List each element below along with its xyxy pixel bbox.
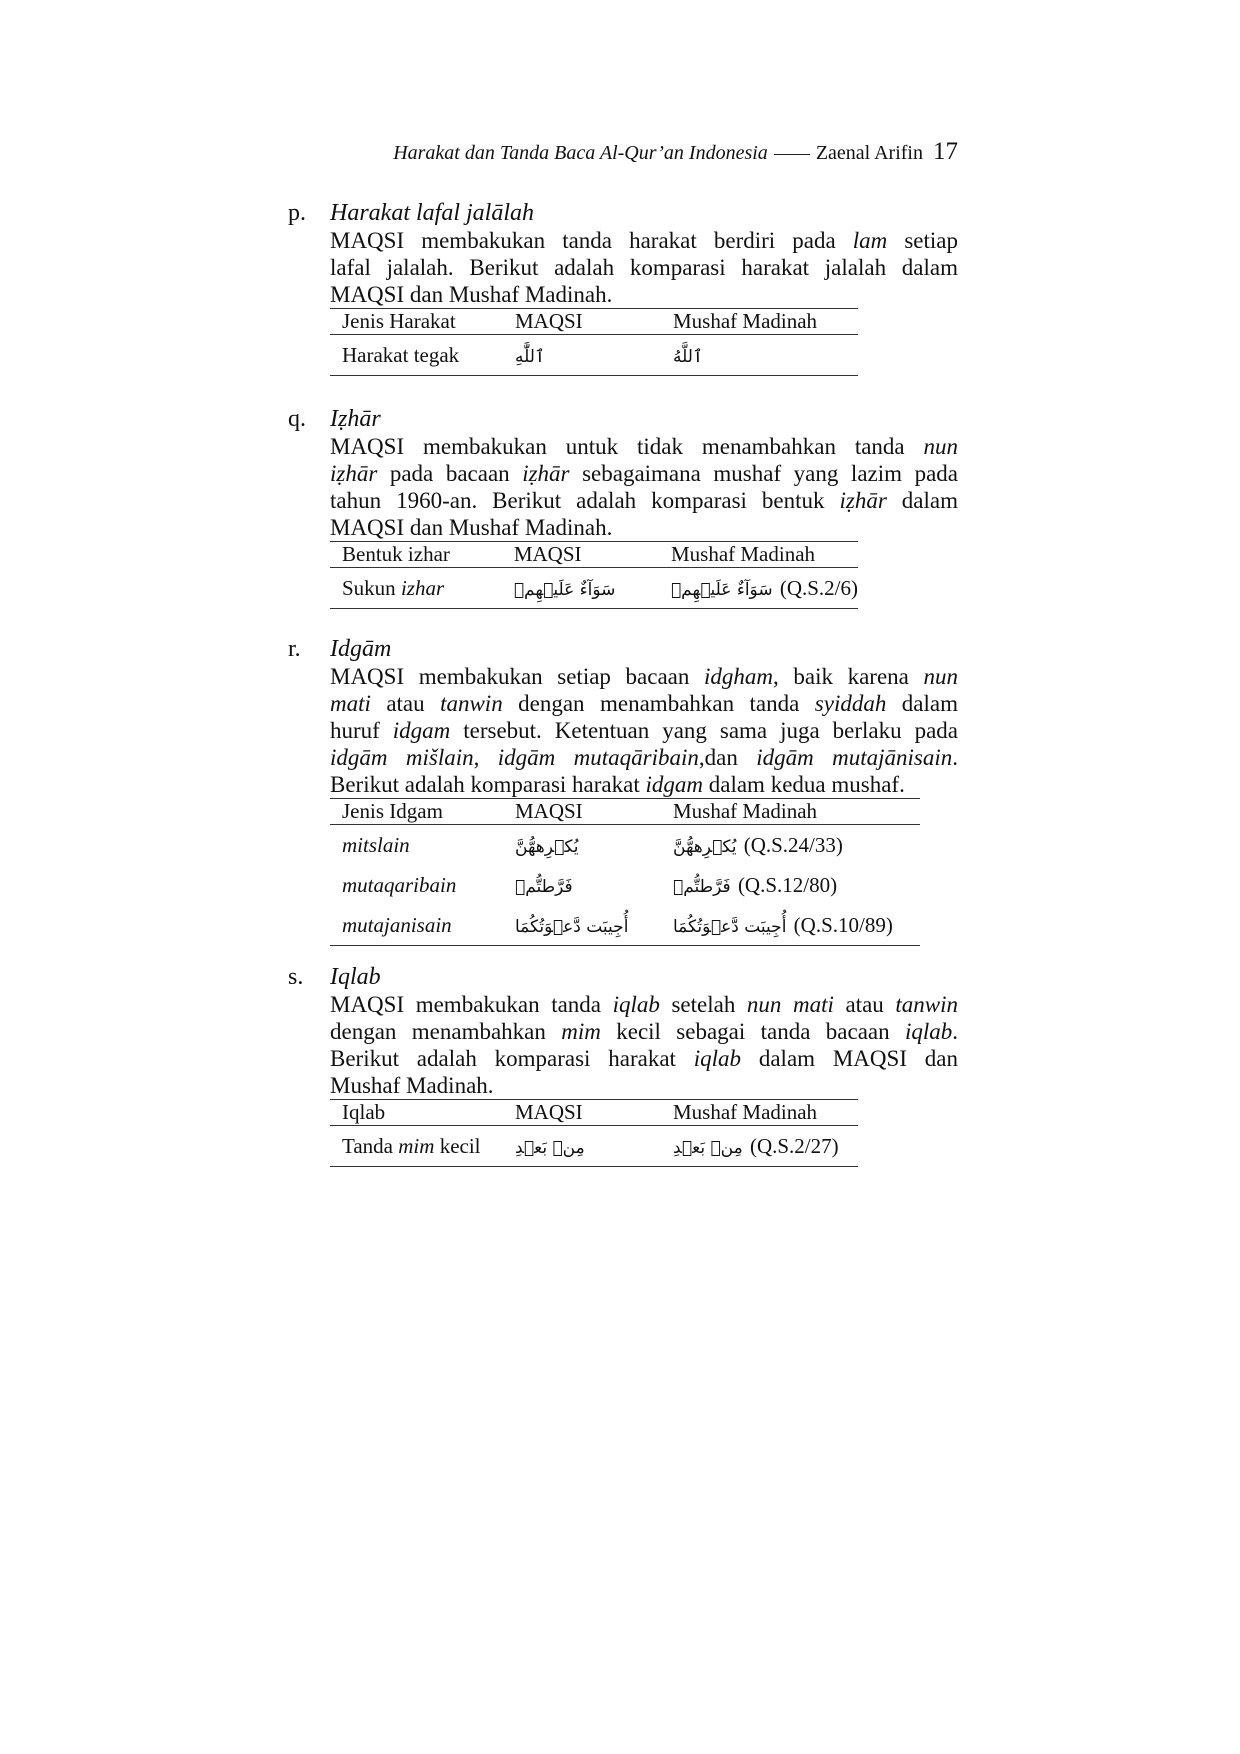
verse-reference: (Q.S.2/6) [779,575,858,600]
journal-title: Harakat dan Tanda Baca Al-Qur’an Indonesia [393,142,768,164]
label-text: Sukun [342,575,401,600]
section-paragraph [330,991,958,1099]
paragraph-line: MAQSI membakukan untuk tidak menambahkan tanda nun [330,434,958,459]
paragraph-line: lafal jalalah. Berikut adalah komparasi harakat jalalah dalam [330,255,958,280]
section-marker: r. [288,636,301,662]
section-q [288,406,958,609]
verse-reference: (Q.S.12/80) [737,872,838,897]
table-header-cell: Mushaf Madinah [670,542,816,566]
section-title: Harakat lafal jalālah [330,200,534,226]
table-header-row [330,799,920,825]
section-paragraph [330,433,958,541]
header-dash [774,154,810,155]
madinah-arabic: أُجِيبَت دَّعۡوَتُكُمَا [673,916,787,937]
label-italic: mim [398,1133,435,1158]
page-number: 17 [933,138,958,165]
paragraph-line: huruf idgam tersebut. Ketentuan yang sama juga berlaku pada [330,718,958,743]
label-italic: izhar [400,575,445,600]
section-marker: p. [288,200,306,226]
label-text: kecil [434,1133,481,1158]
table-header-cell: Jenis Idgam [342,799,443,823]
paragraph-line: idgām mišlain, idgām mutaqāribain,dan idgām mutajānisain. [330,745,959,770]
table-header-cell: MAQSI [515,309,583,333]
author-name: Zaenal Arifin [815,142,923,164]
madinah-arabic: يُكۡرِههُّنَّ [673,836,737,857]
section-paragraph [330,227,958,308]
row-label: mutajanisain [342,912,452,937]
paragraph-line: tahun 1960-an. Berikut adalah komparasi bentuk iẓhār dalam [330,488,958,513]
row-label: Harakat tegak [342,342,460,367]
table-header-row [330,309,858,335]
table-row [330,335,858,376]
paragraph-line: iẓhār pada bacaan iẓhār sebagaimana mushaf yang lazim pada [330,461,958,486]
table-row [330,825,920,866]
table-header-cell: Bentuk izhar [342,542,450,566]
paragraph-line: mati atau tanwin dengan menambahkan tanda syiddah dalam [330,691,958,716]
section-paragraph [330,663,958,798]
table-row [330,865,920,905]
row-label [330,568,502,609]
paragraph-line: dengan menambahkan mim kecil sebagai tanda bacaan iqlab. [330,1019,958,1044]
comparison-table [330,1099,858,1167]
madinah-arabic: سَوَآءٌ عَلَيۡهِمۡ [670,579,773,600]
label-text: Tanda [342,1133,399,1158]
maqsi-arabic: ٱللَّٰهِ [515,346,545,367]
comparison-table [330,541,858,609]
paragraph-line: MAQSI membakukan tanda harakat berdiri pada lam setiap [330,228,959,253]
maqsi-arabic: أُجِيبَت دَّعۡوَتُكُمَا [515,916,629,937]
section-s [288,964,958,1167]
paragraph-line: Berikut adalah komparasi harakat iqlab dalam MAQSI dan [330,1046,958,1071]
table-header-row [330,542,858,568]
maqsi-arabic: مِنۢ بَعۡدِ [515,1137,585,1158]
verse-reference: (Q.S.24/33) [743,832,843,857]
paragraph-line: Mushaf Madinah. [330,1073,494,1098]
table-row [330,905,920,946]
madinah-arabic: ٱللَّهُ [673,346,703,367]
row-label [330,1126,503,1167]
paragraph-line: MAQSI dan Mushaf Madinah. [330,282,613,307]
table-header-row [330,1100,858,1126]
maqsi-arabic: يُكۡرِههُّنَّ [515,836,579,857]
comparison-table [330,798,920,946]
section-r [288,636,958,946]
table-header-cell: Mushaf Madinah [673,309,818,333]
section-title: Idgām [330,636,392,662]
maqsi-arabic: فَرَّطتُّمۡ [515,876,573,897]
paragraph-line: MAQSI dan Mushaf Madinah. [330,515,613,540]
table-header-cell: Mushaf Madinah [673,799,818,823]
verse-reference: (Q.S.10/89) [793,912,893,937]
section-p [288,200,958,376]
section-marker: s. [288,964,304,990]
paragraph-line: MAQSI membakukan setiap bacaan idgham, baik karena nun [330,664,958,689]
madinah-arabic: فَرَّطتُّمۡ [673,876,731,897]
paragraph-line: Berikut adalah komparasi harakat idgam dalam kedua mushaf. [330,772,905,797]
row-label: mutaqaribain [342,872,457,897]
table-header-cell: MAQSI [515,799,583,823]
section-title: Iẓhār [330,406,381,432]
table-header-cell: Jenis Harakat [342,309,456,333]
section-marker: q. [288,406,306,432]
table-header-cell: Iqlab [342,1100,386,1124]
table-header-cell: MAQSI [513,542,582,566]
paragraph-line: MAQSI membakukan tanda iqlab setelah nun mati atau tanwin [330,992,958,1017]
row-label: mitslain [342,832,410,857]
madinah-arabic: مِنۢ بَعۡدِ [673,1137,743,1158]
section-title: Iqlab [330,964,381,990]
running-head [376,138,958,166]
maqsi-arabic: سَوَآءٌ عَلَيۡهِمۡ [513,579,616,600]
table-header-cell: MAQSI [515,1100,583,1124]
comparison-table [330,308,858,376]
table-row [330,1126,858,1167]
table-row [330,568,858,609]
table-header-cell: Mushaf Madinah [673,1100,818,1124]
verse-reference: (Q.S.2/27) [749,1133,839,1158]
